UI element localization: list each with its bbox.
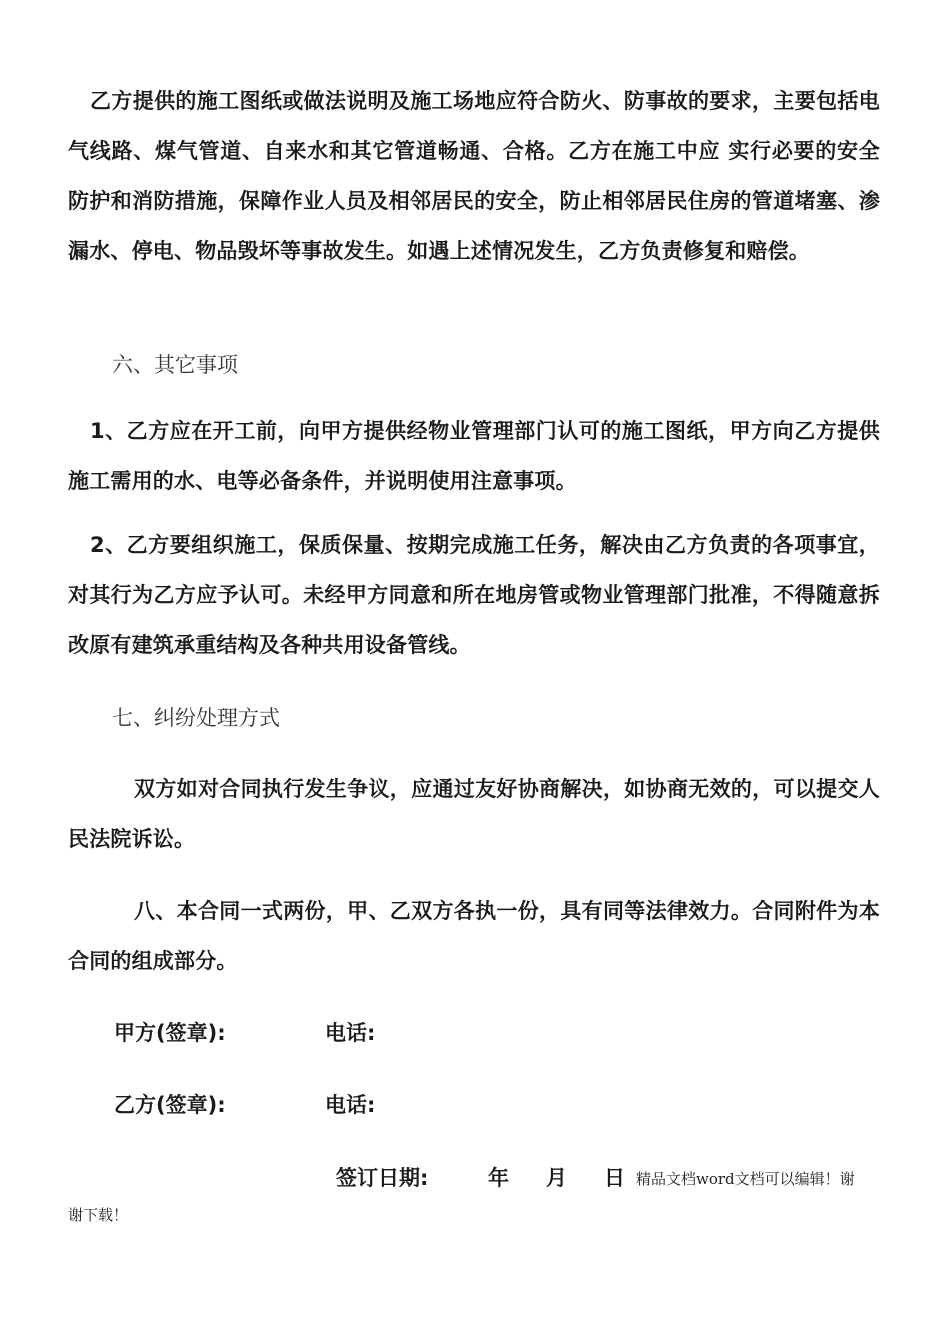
section-6-item-1: 1、乙方应在开工前，向甲方提供经物业管理部门认可的施工图纸，甲方向乙方提供施工需用的水、电等必备条件，并说明使用注意事项。 <box>68 419 880 493</box>
footer-note-line-1: 精品文档word文档可以编辑！谢 <box>636 1170 855 1188</box>
party-b-phone-label: 电话: <box>325 1093 376 1117</box>
date-month-label: 月 <box>546 1166 567 1190</box>
signing-date-label: 签订日期: <box>336 1166 429 1190</box>
party-a-signature-label: 甲方(签章): <box>114 1021 226 1045</box>
party-b-signature-label: 乙方(签章): <box>114 1093 226 1117</box>
section-8-text: 八、本合同一式两份，甲、乙双方各执一份，具有同等法律效力。合同附件为本合同的组成部分。 <box>68 899 880 973</box>
party-a-phone-label: 电话: <box>325 1021 376 1045</box>
date-day-label: 日 <box>604 1166 625 1190</box>
date-year-label: 年 <box>488 1166 509 1190</box>
section-7-heading: 七、纠纷处理方式 <box>112 706 280 730</box>
section-6-heading: 六、其它事项 <box>112 353 238 377</box>
footer-note-line-2: 谢下载！ <box>68 1206 129 1224</box>
paragraph-safety-requirements: 乙方提供的施工图纸或做法说明及施工场地应符合防火、防事故的要求，主要包括电气线路、煤气管道、自来水和其它管道畅通、合格。乙方在施工中应 实行必要的安全防护和消防措施，保障作业人员及相邻居民的安全，防止相邻居民住房的管道堵塞、渗漏水、停电、物品毁坏等事故发生。如遇上述情况发生，乙方负责修复和赔偿。 <box>68 89 880 263</box>
section-6-item-2: 2、乙方要组织施工，保质保量、按期完成施工任务，解决由乙方负责的各项事宜，对其行为乙方应予认可。未经甲方同意和所在地房管或物业管理部门批准，不得随意拆改原有建筑承重结构及各种共用设备管线。 <box>68 533 880 657</box>
section-7-text: 双方如对合同执行发生争议，应通过友好协商解决，如协商无效的，可以提交人民法院诉讼。 <box>68 777 880 851</box>
